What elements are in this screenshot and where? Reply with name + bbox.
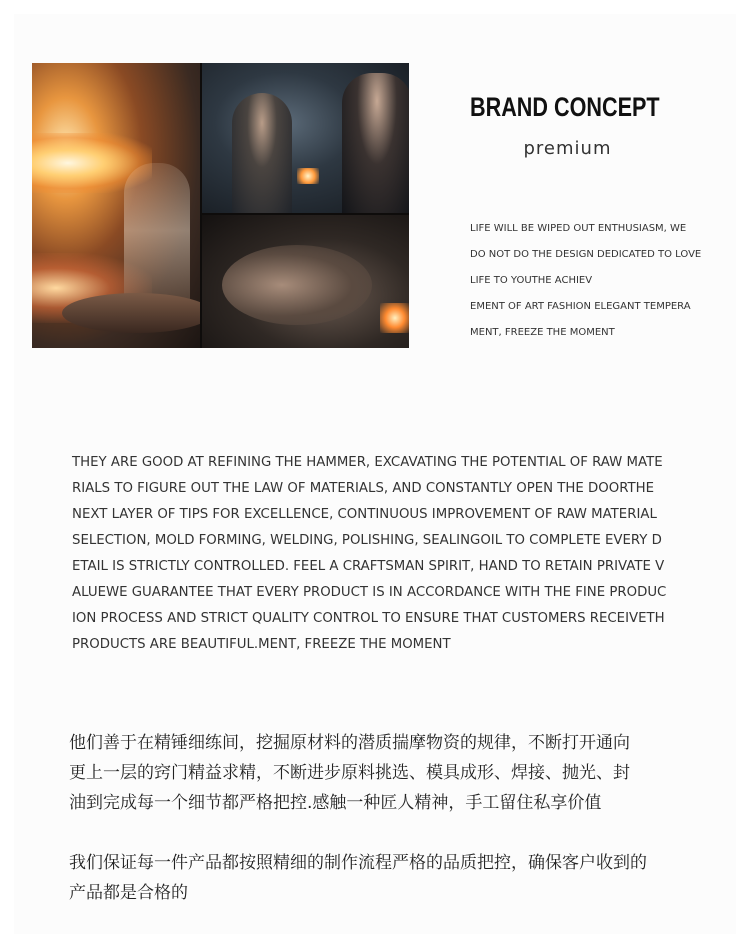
intro-line: DO NOT DO THE DESIGN DEDICATED TO LOVE	[470, 249, 702, 260]
molten-glass-glow	[380, 303, 409, 333]
paragraph-line: ETAIL IS STRICTLY CONTROLLED. FEEL A CRAFTSMAN SPIRIT, HAND TO RETAIN PRIVATE V	[72, 559, 665, 574]
paragraph-line: 我们保证每一件产品都按照精细的制作流程严格的品质把控，确保客户收到的	[69, 853, 647, 873]
chinese-paragraph-1	[69, 728, 709, 818]
english-paragraph	[72, 450, 692, 658]
intro-line: LIFE TO YOUTHE ACHIEV	[470, 275, 593, 286]
molten-glass-glow	[297, 168, 319, 184]
collage-divider	[200, 63, 202, 348]
turntable	[62, 293, 200, 333]
artisan-hand	[222, 245, 372, 325]
paragraph-line: PRODUCTS ARE BEAUTIFUL.MENT, FREEZE THE MOMENT	[72, 637, 451, 652]
paragraph-line: 油到完成每一个细节都严格把控.感触一种匠人精神，手工留住私享价值	[69, 793, 602, 813]
paragraph-line: 产品都是合格的	[69, 883, 188, 903]
collage-divider	[202, 213, 409, 215]
paragraph-line: ION PROCESS AND STRICT QUALITY CONTROL TO ENSURE THAT CUSTOMERS RECEIVETH	[72, 611, 665, 626]
artisan-figure	[232, 93, 292, 213]
paragraph-line: SELECTION, MOLD FORMING, WELDING, POLISHING, SEALINGOIL TO COMPLETE EVERY D	[72, 533, 662, 548]
paragraph-line: THEY ARE GOOD AT REFINING THE HAMMER, EXCAVATING THE POTENTIAL OF RAW MATE	[72, 455, 663, 470]
artisan-figure-right	[342, 73, 409, 213]
brand-concept-title: BRAND CONCEPT	[470, 92, 660, 122]
glassblowing-flame-photo	[32, 63, 200, 348]
hand-shaping-photo	[202, 215, 409, 348]
paragraph-line: 更上一层的窍门精益求精，不断进步原料挑选、模具成形、焊接、抛光、封	[69, 763, 630, 783]
paragraph-line: RIALS TO FIGURE OUT THE LAW OF MATERIALS, AND CONSTANTLY OPEN THE DOORTHE	[72, 481, 654, 496]
paragraph-line: 他们善于在精锤细练间，挖掘原材料的潜质揣摩物资的规律，不断打开通向	[69, 733, 630, 753]
brand-concept-subtitle: premium	[523, 138, 612, 159]
workshop-artisans-photo	[202, 63, 409, 213]
paragraph-line: NEXT LAYER OF TIPS FOR EXCELLENCE, CONTINUOUS IMPROVEMENT OF RAW MATERIAL	[72, 507, 657, 522]
wine-glass	[124, 163, 190, 313]
intro-line: EMENT OF ART FASHION ELEGANT TEMPERA	[470, 301, 691, 312]
chinese-paragraph-2	[69, 848, 709, 908]
paragraph-line: ALUEWE GUARANTEE THAT EVERY PRODUCT IS IN ACCORDANCE WITH THE FINE PRODUC	[72, 585, 667, 600]
brand-intro-text	[470, 216, 720, 346]
intro-line: LIFE WILL BE WIPED OUT ENTHUSIASM, WE	[470, 223, 687, 234]
intro-line: MENT, FREEZE THE MOMENT	[470, 327, 615, 338]
craftsmanship-photo-collage	[32, 63, 409, 348]
